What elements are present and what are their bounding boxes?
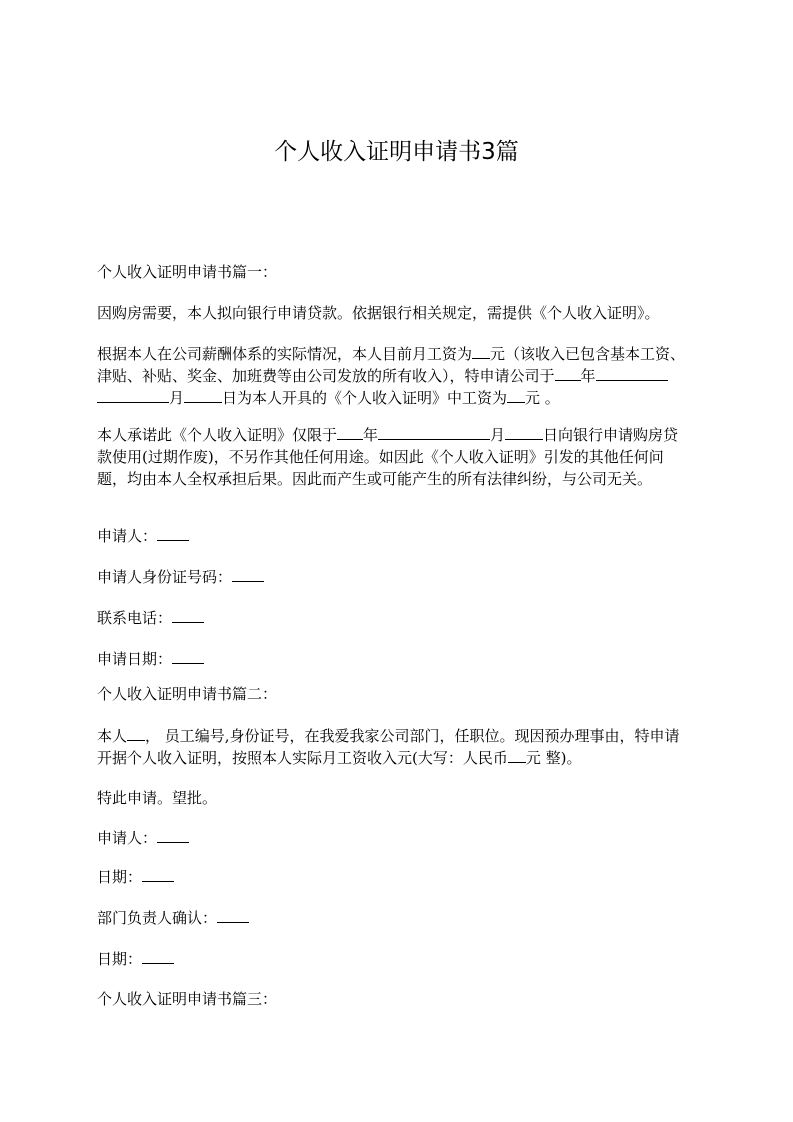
fill-blank xyxy=(508,747,526,763)
text-segment: 本人 xyxy=(97,727,128,745)
fill-blank xyxy=(172,607,204,623)
section3-heading: 个人收入证明申请书篇三： xyxy=(97,990,278,1008)
section2-date-line-2 xyxy=(97,948,693,970)
fill-blank xyxy=(142,866,174,882)
fill-blank xyxy=(555,365,581,381)
text-segment: 本人承诺此《个人收入证明》仅限于 xyxy=(97,426,338,444)
section1-date-line xyxy=(97,648,693,670)
fill-blank xyxy=(217,907,249,923)
text-segment: 根据本人在公司薪酬体系的实际情况，本人目前月工资为 xyxy=(97,345,473,363)
section1-paragraph-1: 因购房需要，本人拟向银行申请贷款。依据银行相关规定，需提供《个人收入证明》。 xyxy=(97,304,660,322)
text-segment: 月 xyxy=(169,389,185,407)
section2-paragraph-2: 特此申请。望批。 xyxy=(97,789,218,807)
section1-phone-line xyxy=(97,607,693,629)
section1-id-number-line xyxy=(97,566,693,588)
text-segment: ， 员工编号,身份证号，在我爱我家公司部门，任职位。现因预办理事由，特申请开据个人收入证明，按照本人实际月工资收入元(大写：人民币 xyxy=(97,727,680,767)
fill-blank xyxy=(157,827,189,843)
section2-paragraph-1 xyxy=(97,725,693,769)
fill-blank xyxy=(157,525,189,541)
field-label: 申请人： xyxy=(97,527,158,545)
fill-blank xyxy=(97,387,169,403)
section2-dept-head-line xyxy=(97,907,693,929)
fill-blank xyxy=(507,387,525,403)
field-label: 日期： xyxy=(97,950,143,968)
fill-blank xyxy=(127,725,145,741)
text-segment: 元（该收入已包含基本工资、津贴、补贴、奖金、加班费等由公司发放的所有收入），特申请公司于 xyxy=(97,345,686,385)
section1-paragraph-3 xyxy=(97,424,693,490)
field-label: 日期： xyxy=(97,868,143,886)
text-segment: 年 xyxy=(363,426,379,444)
text-segment: 日为本人开具的《个人收入证明》中工资为 xyxy=(222,389,508,407)
section1-applicant-line xyxy=(97,525,693,547)
fill-blank xyxy=(472,343,490,359)
fill-blank xyxy=(172,648,204,664)
fill-blank xyxy=(337,424,363,440)
section1-heading: 个人收入证明申请书篇一： xyxy=(97,263,278,281)
fill-blank xyxy=(596,365,668,381)
text-segment: 年 xyxy=(580,367,596,385)
fill-blank xyxy=(184,387,222,403)
text-segment: 月 xyxy=(490,426,506,444)
fill-blank xyxy=(505,424,543,440)
fill-blank xyxy=(378,424,490,440)
fill-blank xyxy=(232,566,264,582)
text-segment: 日向银行申请购房贷款使用(过期作废)，不另作其他任何用途。如因此《个人收入证明》引发的其他任何问题，均由本人全权承担后果。因此而产生或可能产生的所有法律纠纷，与公司无关。 xyxy=(97,426,679,488)
field-label: 申请人身份证号码： xyxy=(97,568,233,586)
field-label: 部门负责人确认： xyxy=(97,909,218,927)
field-label: 申请人： xyxy=(97,829,158,847)
field-label: 联系电话： xyxy=(97,609,173,627)
section2-date-line xyxy=(97,866,693,888)
fill-blank xyxy=(142,948,174,964)
text-segment: 元 。 xyxy=(525,389,560,407)
document-title: 个人收入证明申请书3篇 xyxy=(274,139,519,165)
section2-heading: 个人收入证明申请书篇二： xyxy=(97,685,278,703)
text-segment: 元 整)。 xyxy=(525,749,582,767)
section2-applicant-line xyxy=(97,827,693,849)
field-label: 申请日期： xyxy=(97,650,173,668)
section1-paragraph-2 xyxy=(97,343,693,409)
